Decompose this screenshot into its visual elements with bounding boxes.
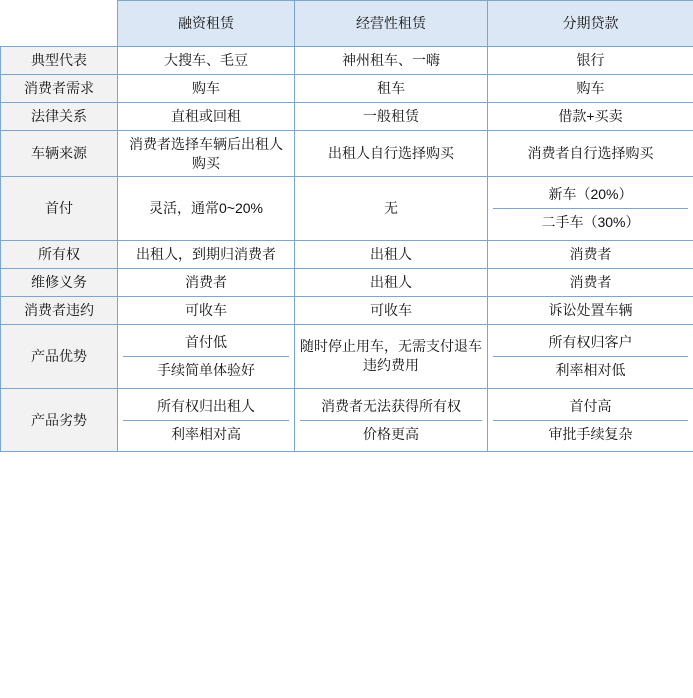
sub-cell: 审批手续复杂 [548, 425, 633, 442]
cell-operating-lease [295, 388, 488, 452]
sub-cell: 新车（20%） [493, 181, 688, 208]
table-row [1, 74, 693, 102]
row-label: 产品劣势 [1, 388, 118, 452]
cell-operating-lease: 出租人 [295, 241, 488, 269]
sub-table [123, 329, 289, 384]
cell-installment-loan [488, 324, 693, 388]
sub-cell: 首付高 [493, 393, 688, 420]
cell-operating-lease: 租车 [295, 74, 488, 102]
table-row [1, 297, 693, 325]
cell-operating-lease: 神州租车、一嗨 [295, 47, 488, 75]
cell-installment-loan: 诉讼处置车辆 [488, 297, 693, 325]
cell-finance-lease: 消费者 [118, 269, 295, 297]
cell-installment-loan [488, 177, 693, 241]
cell-installment-loan: 消费者自行选择购买 [488, 130, 693, 177]
row-label: 消费者需求 [1, 74, 118, 102]
cell-installment-loan: 消费者 [488, 269, 693, 297]
sub-table [493, 329, 688, 384]
sub-cell: 利率相对高 [171, 425, 241, 442]
cell-finance-lease: 购车 [118, 74, 295, 102]
cell-finance-lease [118, 324, 295, 388]
sub-table [493, 181, 688, 236]
cell-operating-lease: 随时停止用车，无需支付退车违约费用 [295, 324, 488, 388]
cell-operating-lease: 可收车 [295, 297, 488, 325]
cell-finance-lease: 出租人，到期归消费者 [118, 241, 295, 269]
table-row [1, 241, 693, 269]
cell-operating-lease: 出租人 [295, 269, 488, 297]
sub-cell: 消费者无法获得所有权 [300, 393, 482, 420]
sub-table [300, 393, 482, 448]
table-row [1, 388, 693, 452]
row-label: 典型代表 [1, 47, 118, 75]
row-label: 车辆来源 [1, 130, 118, 177]
cell-finance-lease [118, 388, 295, 452]
row-label: 所有权 [1, 241, 118, 269]
column-header-operating-lease: 经营性租赁 [295, 1, 488, 47]
cell-finance-lease: 消费者选择车辆后出租人购买 [118, 130, 295, 177]
sub-table [123, 393, 289, 448]
cell-finance-lease: 直租或回租 [118, 102, 295, 130]
sub-cell: 价格更高 [363, 425, 419, 442]
table-header-row [1, 1, 693, 47]
cell-installment-loan: 借款+买卖 [488, 102, 693, 130]
sub-cell: 首付低 [123, 329, 289, 356]
table-row [1, 102, 693, 130]
sub-cell: 二手车（30%） [541, 214, 640, 231]
sub-cell: 所有权归出租人 [123, 393, 289, 420]
cell-operating-lease: 出租人自行选择购买 [295, 130, 488, 177]
table-corner-cell [1, 1, 118, 47]
row-label: 消费者违约 [1, 297, 118, 325]
row-label: 首付 [1, 177, 118, 241]
column-header-finance-lease: 融资租赁 [118, 1, 295, 47]
table-row [1, 47, 693, 75]
table-row [1, 269, 693, 297]
row-label: 维修义务 [1, 269, 118, 297]
row-label: 产品优势 [1, 324, 118, 388]
cell-operating-lease: 无 [295, 177, 488, 241]
table-row [1, 324, 693, 388]
sub-table [493, 393, 688, 448]
table-row [1, 130, 693, 177]
sub-cell: 利率相对低 [555, 361, 626, 378]
cell-installment-loan: 购车 [488, 74, 693, 102]
cell-installment-loan [488, 388, 693, 452]
sub-cell: 手续简单体验好 [157, 361, 255, 378]
column-header-installment-loan: 分期贷款 [488, 1, 693, 47]
sub-cell: 所有权归客户 [493, 329, 688, 356]
table-row [1, 177, 693, 241]
cell-installment-loan: 银行 [488, 47, 693, 75]
cell-finance-lease: 灵活，通常0~20% [118, 177, 295, 241]
cell-operating-lease: 一般租赁 [295, 102, 488, 130]
row-label: 法律关系 [1, 102, 118, 130]
cell-finance-lease: 可收车 [118, 297, 295, 325]
cell-installment-loan: 消费者 [488, 241, 693, 269]
cell-finance-lease: 大搜车、毛豆 [118, 47, 295, 75]
